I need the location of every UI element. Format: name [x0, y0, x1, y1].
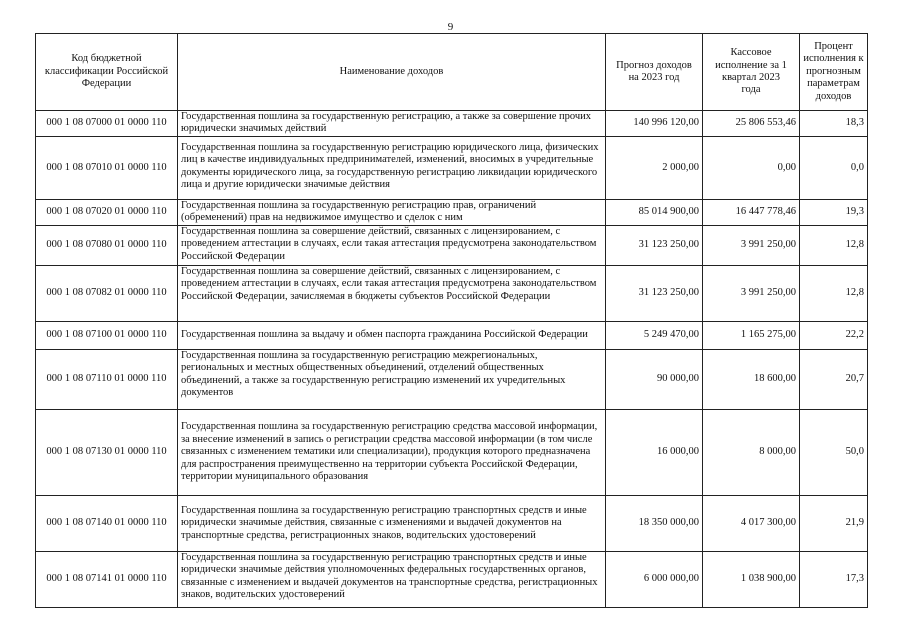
table-row [36, 350, 868, 410]
row-forecast: 6 000 000,00 [606, 552, 703, 608]
table-row [36, 496, 868, 552]
table-row [36, 266, 868, 322]
row-code: 000 1 08 07100 01 0000 110 [36, 322, 178, 350]
row-percent: 22,2 [800, 322, 868, 350]
row-percent: 50,0 [800, 410, 868, 496]
row-forecast: 16 000,00 [606, 410, 703, 496]
row-code: 000 1 08 07130 01 0000 110 [36, 410, 178, 496]
row-percent: 12,8 [800, 226, 868, 266]
row-percent: 19,3 [800, 200, 868, 226]
page-number: 9 [447, 21, 454, 33]
row-forecast: 90 000,00 [606, 350, 703, 410]
header-forecast: Прогноз доходов на 2023 год [606, 34, 703, 111]
row-forecast: 85 014 900,00 [606, 200, 703, 226]
row-forecast: 31 123 250,00 [606, 226, 703, 266]
row-percent: 18,3 [800, 111, 868, 137]
row-name: Государственная пошлина за государственную регистрацию транспортных средств и иные юридически значимые действия уполномоченных федеральных государственных органов, связанные с изменением и выдачей документов на транспортные средства, регистрационных знаков, водительских удостоверений [178, 552, 606, 608]
row-forecast: 31 123 250,00 [606, 266, 703, 322]
table-header-row [36, 34, 868, 111]
table-row [36, 552, 868, 608]
row-percent: 12,8 [800, 266, 868, 322]
row-percent: 17,3 [800, 552, 868, 608]
row-actual: 0,00 [703, 137, 800, 200]
row-actual: 25 806 553,46 [703, 111, 800, 137]
row-actual: 18 600,00 [703, 350, 800, 410]
row-percent: 20,7 [800, 350, 868, 410]
row-code: 000 1 08 07020 01 0000 110 [36, 200, 178, 226]
row-code: 000 1 08 07141 01 0000 110 [36, 552, 178, 608]
row-actual: 3 991 250,00 [703, 226, 800, 266]
row-code: 000 1 08 07080 01 0000 110 [36, 226, 178, 266]
header-code: Код бюджетной классификации Российской Федерации [36, 34, 178, 111]
table-row [36, 322, 868, 350]
row-code: 000 1 08 07010 01 0000 110 [36, 137, 178, 200]
header-actual: Кассовое исполнение за 1 квартал 2023 года [703, 34, 800, 111]
row-actual: 3 991 250,00 [703, 266, 800, 322]
row-code: 000 1 08 07110 01 0000 110 [36, 350, 178, 410]
table-row [36, 226, 868, 266]
table-row [36, 200, 868, 226]
row-code: 000 1 08 07140 01 0000 110 [36, 496, 178, 552]
row-name: Государственная пошлина за государственную регистрацию средства массовой информации, за внесение изменений в запись о регистрации средства массовой информации (в том числе связанных с изменением тематики или специализации), продукция которого предназначена для распространения преимущественно на территории субъекта Российской Федерации, территории муниципального образования [178, 410, 606, 496]
row-percent: 0,0 [800, 137, 868, 200]
header-percent: Процент исполнения к прогнозным параметрам доходов [800, 34, 868, 111]
row-actual: 8 000,00 [703, 410, 800, 496]
row-name: Государственная пошлина за государственную регистрацию юридического лица, физических лиц в качестве индивидуальных предпринимателей, изменений, вносимых в учредительные документы юридического лица, за государственную регистрацию ликвидации юридического лица и другие юридически значимые действия [178, 137, 606, 200]
table-row [36, 137, 868, 200]
row-forecast: 18 350 000,00 [606, 496, 703, 552]
row-name: Государственная пошлина за государственную регистрацию межрегиональных, региональных и местных общественных объединений, отделений общественных объединений, а также за государственную регистрацию изменений их учредительных документов [178, 350, 606, 410]
header-name: Наименование доходов [178, 34, 606, 111]
table-row [36, 410, 868, 496]
revenue-table [35, 33, 868, 608]
row-forecast: 2 000,00 [606, 137, 703, 200]
row-forecast: 140 996 120,00 [606, 111, 703, 137]
row-name: Государственная пошлина за совершение действий, связанных с лицензированием, с проведением аттестации в случаях, если такая аттестация предусмотрена законодательством Российской Федерации, зачисляемая в бюджеты субъектов Российской Федерации [178, 266, 606, 322]
row-code: 000 1 08 07000 01 0000 110 [36, 111, 178, 137]
row-percent: 21,9 [800, 496, 868, 552]
row-forecast: 5 249 470,00 [606, 322, 703, 350]
row-code: 000 1 08 07082 01 0000 110 [36, 266, 178, 322]
row-name: Государственная пошлина за государственную регистрацию, а также за совершение прочих юридически значимых действий [178, 111, 606, 137]
row-name: Государственная пошлина за совершение действий, связанных с лицензированием, с проведением аттестации в случаях, если такая аттестация предусмотрена законодательством Российской Федерации [178, 226, 606, 266]
row-actual: 1 038 900,00 [703, 552, 800, 608]
row-name: Государственная пошлина за государственную регистрацию прав, ограничений (обременений) прав на недвижимое имущество и сделок с ним [178, 200, 606, 226]
row-actual: 1 165 275,00 [703, 322, 800, 350]
table-row [36, 111, 868, 137]
row-actual: 16 447 778,46 [703, 200, 800, 226]
row-name: Государственная пошлина за государственную регистрацию транспортных средств и иные юридически значимые действия, связанные с изменениями и выдачей документов на транспортные средства, регистрационных знаков, водительских удостоверений [178, 496, 606, 552]
row-actual: 4 017 300,00 [703, 496, 800, 552]
row-name: Государственная пошлина за выдачу и обмен паспорта гражданина Российской Федерации [178, 322, 606, 350]
